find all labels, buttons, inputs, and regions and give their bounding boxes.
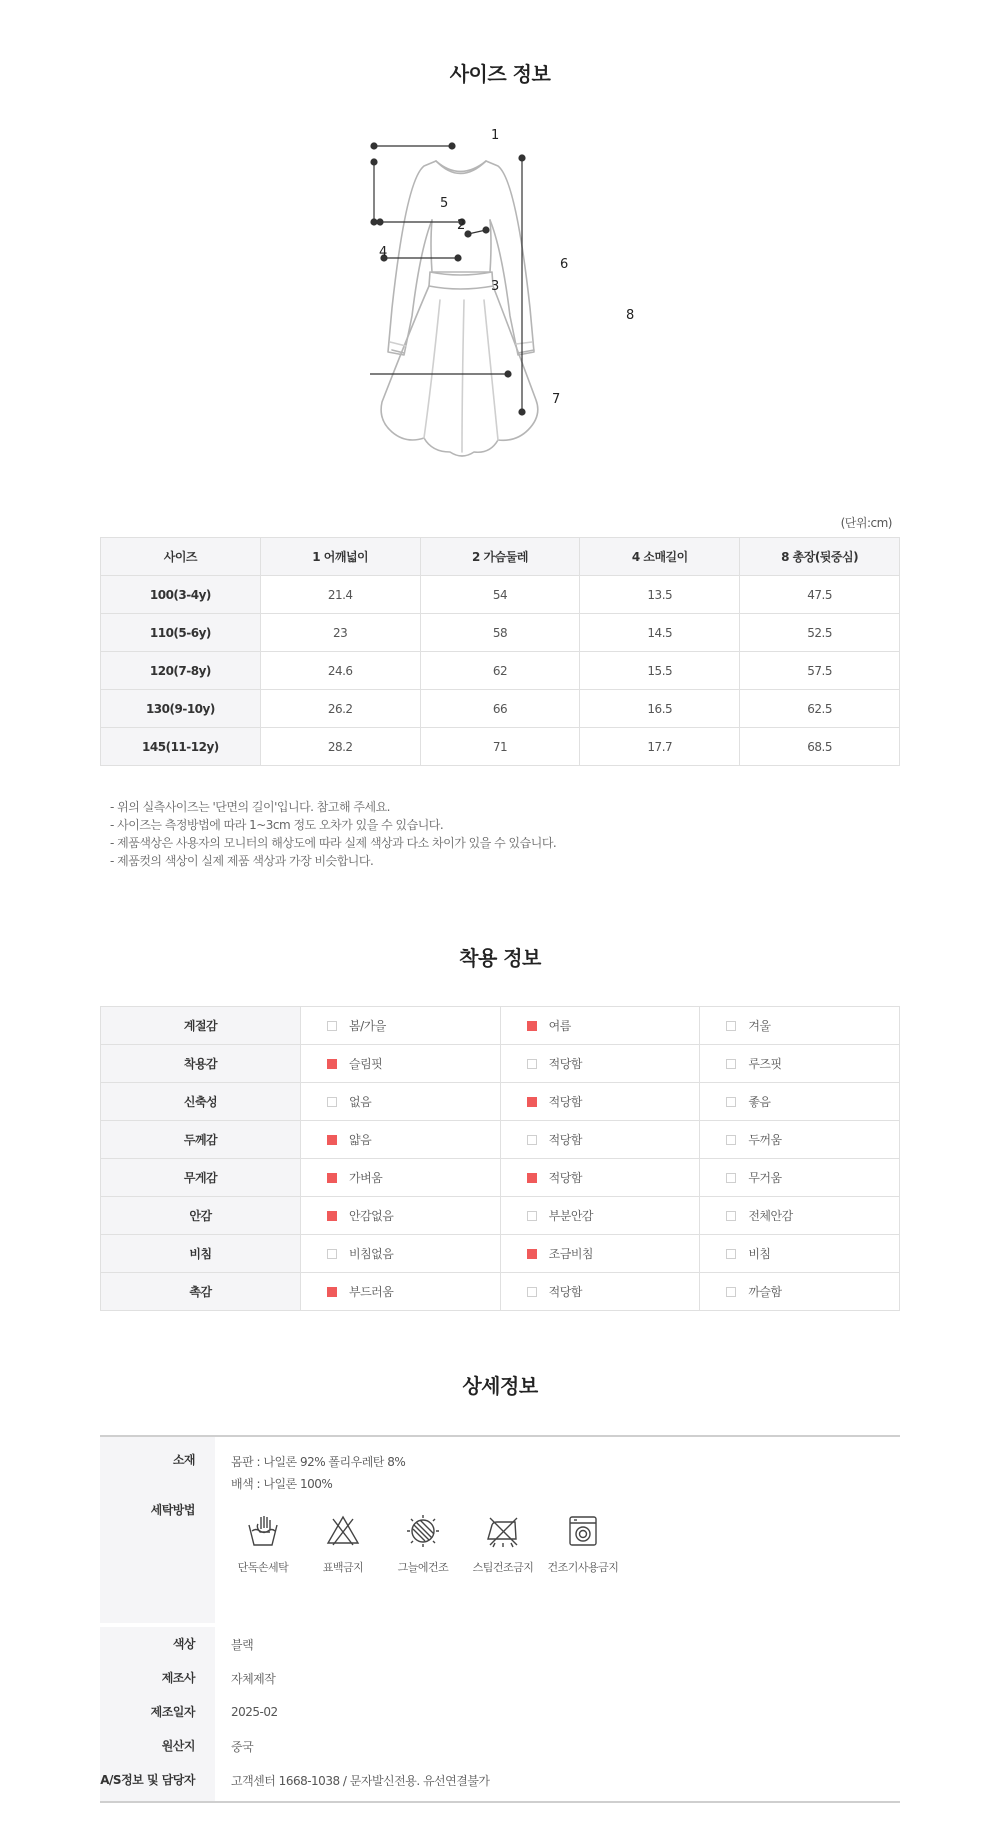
fit-option-label: 얇음	[349, 1133, 372, 1147]
diagram-label-6: 6	[560, 257, 569, 272]
fit-option	[700, 1121, 900, 1159]
size-value-cell: 47.5	[740, 576, 900, 614]
wash-label: 세탁방법	[100, 1501, 215, 1623]
detail-row	[100, 1729, 900, 1763]
fit-option	[301, 1083, 501, 1121]
no-steam-iron-icon	[485, 1513, 521, 1549]
care-item	[223, 1513, 303, 1575]
fit-option-label: 안감없음	[349, 1209, 394, 1223]
fit-option-label: 적당함	[548, 1285, 582, 1299]
table-row	[101, 614, 900, 652]
column-header: 사이즈	[101, 538, 261, 576]
checked-box-icon	[327, 1173, 337, 1183]
fit-option-label: 겨울	[748, 1019, 771, 1033]
size-value-cell: 66	[420, 690, 580, 728]
fit-row-label: 촉감	[101, 1273, 301, 1311]
checked-box-icon	[527, 1173, 537, 1183]
shade-dry-icon	[405, 1513, 441, 1549]
detail-label: 원산지	[100, 1729, 215, 1763]
size-value-cell: 52.5	[740, 614, 900, 652]
fit-option	[500, 1045, 700, 1083]
fit-option-label: 전체안감	[748, 1209, 793, 1223]
size-value-cell: 68.5	[740, 728, 900, 766]
no-tumble-dry-icon	[565, 1513, 601, 1549]
size-table-header	[101, 538, 900, 576]
fit-row-label: 비침	[101, 1235, 301, 1273]
unchecked-box-icon	[327, 1097, 337, 1107]
detail-row	[100, 1627, 900, 1661]
size-notes	[110, 798, 556, 870]
fit-option-label: 비침없음	[349, 1247, 394, 1261]
material-value	[215, 1437, 900, 1501]
table-row	[101, 728, 900, 766]
fit-table	[100, 1006, 900, 1311]
fit-option	[700, 1235, 900, 1273]
size-value-cell: 24.6	[260, 652, 420, 690]
fit-option	[301, 1007, 501, 1045]
fit-option-label: 루즈핏	[748, 1057, 782, 1071]
fit-option	[301, 1159, 501, 1197]
fit-option	[301, 1273, 501, 1311]
diagram-label-3: 3	[491, 279, 500, 294]
unchecked-box-icon	[327, 1021, 337, 1031]
fit-row-label: 두께감	[101, 1121, 301, 1159]
fit-option	[301, 1045, 501, 1083]
unchecked-box-icon	[327, 1249, 337, 1259]
fit-option	[301, 1235, 501, 1273]
fit-option	[700, 1197, 900, 1235]
fit-option-label: 적당함	[548, 1133, 582, 1147]
size-table	[100, 537, 900, 766]
fit-option-label: 여름	[548, 1019, 571, 1033]
unchecked-box-icon	[726, 1287, 736, 1297]
unit-label: (단위:cm)	[840, 516, 892, 530]
fit-option-label: 무거움	[748, 1171, 782, 1185]
size-label-cell: 100(3-4y)	[101, 576, 261, 614]
fit-row	[101, 1197, 900, 1235]
table-row	[101, 652, 900, 690]
fit-option-label: 적당함	[548, 1057, 582, 1071]
diagram-label-8: 8	[626, 308, 635, 323]
checked-box-icon	[327, 1287, 337, 1297]
fit-option	[500, 1159, 700, 1197]
fit-option-label: 슬림핏	[349, 1057, 383, 1071]
fit-option	[500, 1273, 700, 1311]
detail-info-title: 상세정보	[462, 1374, 538, 1398]
fit-row	[101, 1083, 900, 1121]
care-icons	[215, 1501, 900, 1623]
fit-option	[301, 1121, 501, 1159]
fit-row	[101, 1159, 900, 1197]
size-value-cell: 57.5	[740, 652, 900, 690]
unchecked-box-icon	[726, 1021, 736, 1031]
size-label-cell: 130(9-10y)	[101, 690, 261, 728]
size-value-cell: 28.2	[260, 728, 420, 766]
unchecked-box-icon	[527, 1211, 537, 1221]
size-value-cell: 23	[260, 614, 420, 652]
material-line: 몸판 : 나일론 92% 폴리우레탄 8%	[231, 1455, 406, 1469]
fit-row	[101, 1121, 900, 1159]
detail-value: 2025-02	[231, 1705, 278, 1719]
fit-option-label: 없음	[349, 1095, 372, 1109]
fit-option-label: 가벼움	[349, 1171, 383, 1185]
size-value-cell: 21.4	[260, 576, 420, 614]
detail-value: 고객센터 1668-1038 / 문자발신전용. 유선연결불가	[231, 1773, 490, 1788]
checked-box-icon	[527, 1249, 537, 1259]
unchecked-box-icon	[726, 1173, 736, 1183]
fit-option	[500, 1121, 700, 1159]
table-row	[101, 576, 900, 614]
size-value-cell: 13.5	[580, 576, 740, 614]
checked-box-icon	[527, 1021, 537, 1031]
size-value-cell: 62.5	[740, 690, 900, 728]
care-label: 표백금지	[322, 1561, 364, 1574]
size-value-cell: 58	[420, 614, 580, 652]
note-line: - 제품컷의 색상이 실제 제품 색상과 가장 비슷합니다.	[110, 854, 374, 868]
material-label: 소재	[100, 1437, 215, 1501]
fit-option	[500, 1083, 700, 1121]
care-item	[383, 1513, 463, 1575]
fit-option-label: 적당함	[548, 1095, 582, 1109]
size-value-cell: 71	[420, 728, 580, 766]
detail-label: 제조사	[100, 1661, 215, 1695]
care-item	[463, 1513, 543, 1575]
size-label-cell: 120(7-8y)	[101, 652, 261, 690]
fit-row	[101, 1007, 900, 1045]
unchecked-box-icon	[726, 1059, 736, 1069]
fit-option	[700, 1159, 900, 1197]
detail-row	[100, 1763, 900, 1797]
unchecked-box-icon	[527, 1135, 537, 1145]
detail-value: 중국	[231, 1739, 254, 1754]
fit-option-label: 좋음	[748, 1095, 771, 1109]
column-header: 8 총장(뒷중심)	[740, 538, 900, 576]
material-line: 배색 : 나일론 100%	[231, 1477, 333, 1491]
checked-box-icon	[327, 1211, 337, 1221]
detail-spacer	[100, 1797, 900, 1801]
column-header: 1 어깨넓이	[260, 538, 420, 576]
diagram-label-1: 1	[491, 128, 500, 143]
note-line: - 사이즈는 측정방법에 따라 1~3cm 정도 오차가 있을 수 있습니다.	[110, 818, 444, 832]
checked-box-icon	[327, 1135, 337, 1145]
size-value-cell: 16.5	[580, 690, 740, 728]
checked-box-icon	[527, 1097, 537, 1107]
care-label: 그늘에건조	[397, 1561, 449, 1574]
size-value-cell: 62	[420, 652, 580, 690]
fit-option	[700, 1045, 900, 1083]
fit-option	[500, 1197, 700, 1235]
care-item	[543, 1513, 623, 1575]
diagram-label-5: 5	[440, 196, 449, 211]
care-item	[303, 1513, 383, 1575]
dress-measurement-diagram	[370, 120, 630, 480]
fit-option	[301, 1197, 501, 1235]
size-value-cell: 26.2	[260, 690, 420, 728]
fit-option	[500, 1235, 700, 1273]
fit-row-label: 무게감	[101, 1159, 301, 1197]
fit-info-title: 착용 정보	[459, 946, 541, 970]
fit-option	[700, 1273, 900, 1311]
fit-option-label: 조금비침	[548, 1247, 594, 1261]
fit-option-label: 적당함	[548, 1171, 582, 1185]
fit-option-label: 봄/가을	[349, 1019, 386, 1033]
no-bleach-icon	[325, 1513, 361, 1549]
unchecked-box-icon	[726, 1211, 736, 1221]
fit-option	[700, 1007, 900, 1045]
fit-option	[500, 1007, 700, 1045]
fit-row-label: 계절감	[101, 1007, 301, 1045]
detail-label: A/S정보 및 담당자	[100, 1763, 215, 1797]
unchecked-box-icon	[527, 1287, 537, 1297]
detail-row	[100, 1661, 900, 1695]
diagram-label-2: 2	[457, 218, 466, 233]
fit-row	[101, 1045, 900, 1083]
detail-spacer-label	[100, 1797, 215, 1801]
detail-label: 제조일자	[100, 1695, 215, 1729]
fit-row-label: 안감	[101, 1197, 301, 1235]
unchecked-box-icon	[726, 1097, 736, 1107]
fit-option-label: 부드러움	[349, 1285, 394, 1299]
table-row	[101, 690, 900, 728]
detail-row	[100, 1695, 900, 1729]
unchecked-box-icon	[726, 1135, 736, 1145]
fit-row	[101, 1235, 900, 1273]
fit-option-label: 부분안감	[548, 1209, 594, 1223]
care-label: 단독손세탁	[237, 1561, 289, 1574]
checked-box-icon	[327, 1059, 337, 1069]
diagram-label-4: 4	[379, 245, 388, 260]
size-label-cell: 145(11-12y)	[101, 728, 261, 766]
size-value-cell: 14.5	[580, 614, 740, 652]
detail-value: 블랙	[231, 1637, 254, 1652]
fit-option	[700, 1083, 900, 1121]
unchecked-box-icon	[726, 1249, 736, 1259]
diagram-label-7: 7	[552, 392, 561, 407]
fit-option-label: 까슬함	[748, 1285, 782, 1299]
wash-row	[100, 1501, 900, 1623]
hand-wash-icon	[245, 1513, 281, 1549]
fit-option-label: 두꺼움	[748, 1133, 782, 1147]
column-header: 4 소매길이	[580, 538, 740, 576]
unchecked-box-icon	[527, 1059, 537, 1069]
detail-value: 자체제작	[231, 1671, 276, 1686]
size-value-cell: 15.5	[580, 652, 740, 690]
fit-row-label: 착용감	[101, 1045, 301, 1083]
detail-table	[100, 1435, 900, 1803]
note-line: - 제품색상은 사용자의 모니터의 해상도에 따라 실제 색상과 다소 차이가 있을 수 있습니다.	[110, 836, 557, 850]
size-value-cell: 17.7	[580, 728, 740, 766]
material-row	[100, 1437, 900, 1501]
fit-row-label: 신축성	[101, 1083, 301, 1121]
fit-option-label: 비침	[748, 1247, 771, 1261]
fit-row	[101, 1273, 900, 1311]
care-label: 건조기사용금지	[547, 1561, 619, 1574]
size-info-title: 사이즈 정보	[449, 62, 551, 86]
size-label-cell: 110(5-6y)	[101, 614, 261, 652]
size-value-cell: 54	[420, 576, 580, 614]
column-header: 2 가슴둘레	[420, 538, 580, 576]
detail-label: 색상	[100, 1627, 215, 1661]
care-label: 스팀건조금지	[472, 1561, 534, 1574]
note-line: - 위의 실측사이즈는 '단면의 길이'입니다. 참고해 주세요.	[110, 800, 390, 814]
